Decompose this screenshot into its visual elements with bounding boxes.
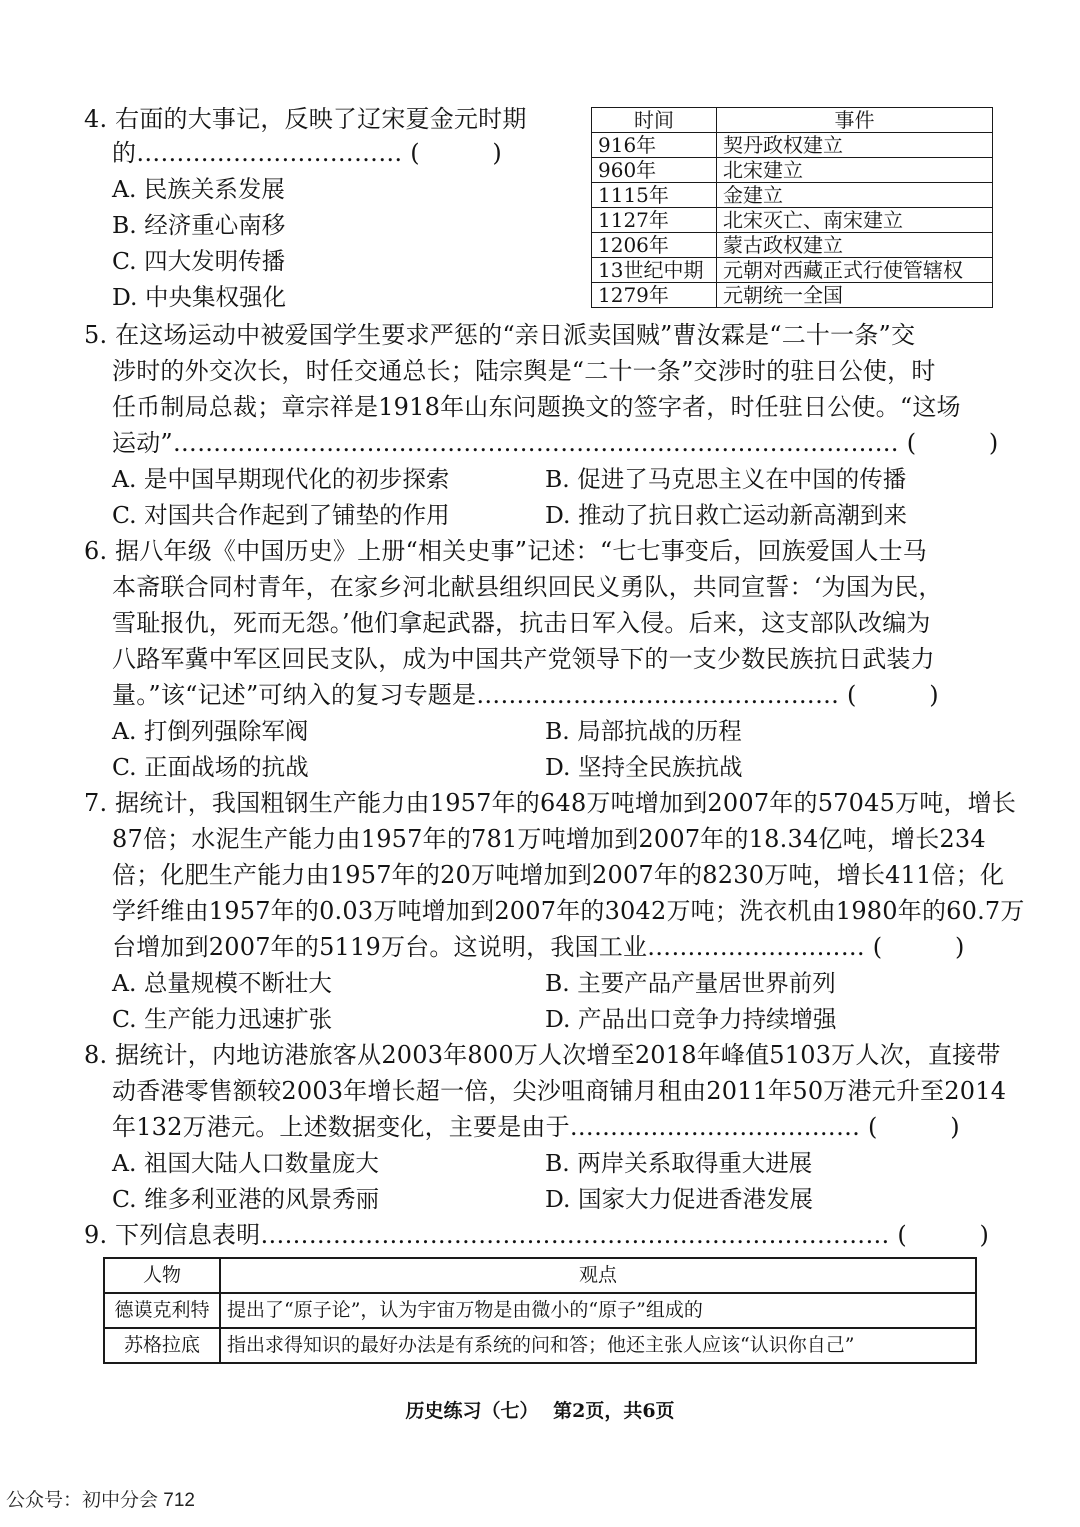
- q8-option-a: A. 祖国大陆人口数量庞大: [112, 1149, 379, 1177]
- view-person: 德谟克利特: [104, 1293, 220, 1328]
- table-row: [592, 283, 993, 308]
- event-time: 13世纪中期: [592, 258, 717, 283]
- q5-option-d: D. 推动了抗日救亡运动新高潮到来: [545, 501, 907, 529]
- q4-events-table: [591, 107, 993, 308]
- q7-line-3: 倍；化肥生产能力由1957年的20万吨增加到2007年的8230万吨，增长411倍；化: [112, 861, 1005, 889]
- q6-option-c: C. 正面战场的抗战: [112, 753, 309, 781]
- views-header-view: 观点: [220, 1258, 976, 1293]
- q4-option-d: D. 中央集权强化: [112, 283, 286, 311]
- q7-line-2: 87倍；水泥生产能力由1957年的781万吨增加到2007年的18.34亿吨，增长234: [112, 825, 986, 853]
- q4-option-a: A. 民族关系发展: [112, 175, 285, 203]
- q7-line-4: 学纤维由1957年的0.03万吨增加到2007年的3042万吨；洗衣机由1980年的60.7万: [112, 897, 1025, 925]
- q8-line-3: 年132万港元。上述数据变化，主要是由于……………………………… ( ): [112, 1113, 960, 1141]
- event-desc: 元朝统一全国: [717, 283, 993, 308]
- q8-line-2: 动香港零售额较2003年增长超一倍，尖沙咀商铺月租由2011年50万港元升至2014: [112, 1077, 1007, 1105]
- q6-line-4: 八路军冀中军区回民支队，成为中国共产党领导下的一支少数民族抗日武装力: [112, 645, 935, 673]
- view-person: 苏格拉底: [104, 1328, 220, 1363]
- q4-option-b: B. 经济重心南移: [112, 211, 286, 239]
- q7-option-a: A. 总量规模不断壮大: [112, 969, 332, 997]
- event-time: 1206年: [592, 233, 717, 258]
- views-header-person: 人物: [104, 1258, 220, 1293]
- q4-stem-line-2: 的…………………………… ( ): [112, 139, 502, 167]
- events-header-event: 事件: [717, 108, 993, 133]
- q7-option-c: C. 生产能力迅速扩张: [112, 1005, 333, 1033]
- event-time: 960年: [592, 158, 717, 183]
- footer-subject: 历史练习（七）: [405, 1400, 539, 1422]
- q6-option-a: A. 打倒列强除军阀: [112, 717, 309, 745]
- q6-option-d: D. 坚持全民族抗战: [545, 753, 743, 781]
- q5-option-c: C. 对国共合作起到了铺垫的作用: [112, 501, 450, 529]
- event-time: 1127年: [592, 208, 717, 233]
- event-desc: 金建立: [717, 183, 993, 208]
- table-row: [592, 258, 993, 283]
- table-row: [592, 158, 993, 183]
- q8-option-c: C. 维多利亚港的风景秀丽: [112, 1185, 380, 1213]
- q6-line-5: 量。”该“记述”可纳入的复习专题是……………………………………… ( ): [112, 681, 939, 709]
- q5-line-2: 涉时的外交次长，时任交通总长；陆宗舆是“二十一条”交涉时的驻日公使，时: [112, 357, 936, 385]
- event-desc: 蒙古政权建立: [717, 233, 993, 258]
- table-row: [592, 133, 993, 158]
- event-desc: 元朝对西藏正式行使管辖权: [717, 258, 993, 283]
- q8-option-d: D. 国家大力促进香港发展: [545, 1185, 813, 1213]
- event-desc: 北宋灭亡、南宋建立: [717, 208, 993, 233]
- page-footer: [0, 1396, 1080, 1423]
- q8-option-b: B. 两岸关系取得重大进展: [545, 1149, 813, 1177]
- table-row: [592, 208, 993, 233]
- footer-page-number: 第2页，共6页: [553, 1400, 675, 1422]
- event-time: 1115年: [592, 183, 717, 208]
- q7-line-5: 台增加到2007年的5119万台。这说明，我国工业……………………… ( ): [112, 933, 965, 961]
- table-row: [104, 1293, 976, 1328]
- q5-line-4: 运动”……………………………………………………………………………… ( ): [112, 429, 999, 457]
- q4-stem-line-1: 4. 右面的大事记，反映了辽宋夏金元时期: [84, 105, 527, 133]
- q6-line-3: 雪耻报仇，死而无怨。’他们拿起武器，抗击日军入侵。后来，这支部队改编为: [112, 609, 931, 637]
- table-row: [592, 183, 993, 208]
- watermark: 公众号：初中分会 712: [6, 1490, 195, 1511]
- q8-line-1: 8. 据统计，内地访港旅客从2003年800万人次增至2018年峰值5103万人次，直接带: [84, 1041, 1001, 1069]
- q7-option-d: D. 产品出口竞争力持续增强: [545, 1005, 837, 1033]
- q4-option-c: C. 四大发明传播: [112, 247, 286, 275]
- q5-line-3: 任币制局总裁；章宗祥是1918年山东问题换文的签字者，时任驻日公使。“这场: [112, 393, 961, 421]
- table-row: [592, 233, 993, 258]
- q6-option-b: B. 局部抗战的历程: [545, 717, 742, 745]
- q7-option-b: B. 主要产品产量居世界前列: [545, 969, 836, 997]
- event-time: 1279年: [592, 283, 717, 308]
- view-text: 指出求得知识的最好办法是有系统的问和答；他还主张人应该“认识你自己”: [220, 1328, 976, 1363]
- q9-stem: 9. 下列信息表明…………………………………………………………………… ( ): [84, 1221, 990, 1249]
- q6-line-2: 本斋联合同村青年，在家乡河北献县组织回民义勇队，共同宣誓：‘为国为民，: [112, 573, 943, 601]
- q6-line-1: 6. 据八年级《中国历史》上册“相关史事”记述：“七七事变后，回族爱国人士马: [84, 537, 927, 565]
- event-desc: 北宋建立: [717, 158, 993, 183]
- q5-option-a: A. 是中国早期现代化的初步探索: [112, 465, 450, 493]
- event-time: 916年: [592, 133, 717, 158]
- q9-views-table: [103, 1257, 977, 1364]
- q7-line-1: 7. 据统计，我国粗钢生产能力由1957年的648万吨增加到2007年的57045万吨，增长: [84, 789, 1017, 817]
- events-header-time: 时间: [592, 108, 717, 133]
- view-text: 提出了“原子论”，认为宇宙万物是由微小的“原子”组成的: [220, 1293, 976, 1328]
- q5-option-b: B. 促进了马克思主义在中国的传播: [545, 465, 907, 493]
- table-row: [104, 1328, 976, 1363]
- q5-line-1: 5. 在这场运动中被爱国学生要求严惩的“亲日派卖国贼”曹汝霖是“二十一条”交: [84, 321, 916, 349]
- event-desc: 契丹政权建立: [717, 133, 993, 158]
